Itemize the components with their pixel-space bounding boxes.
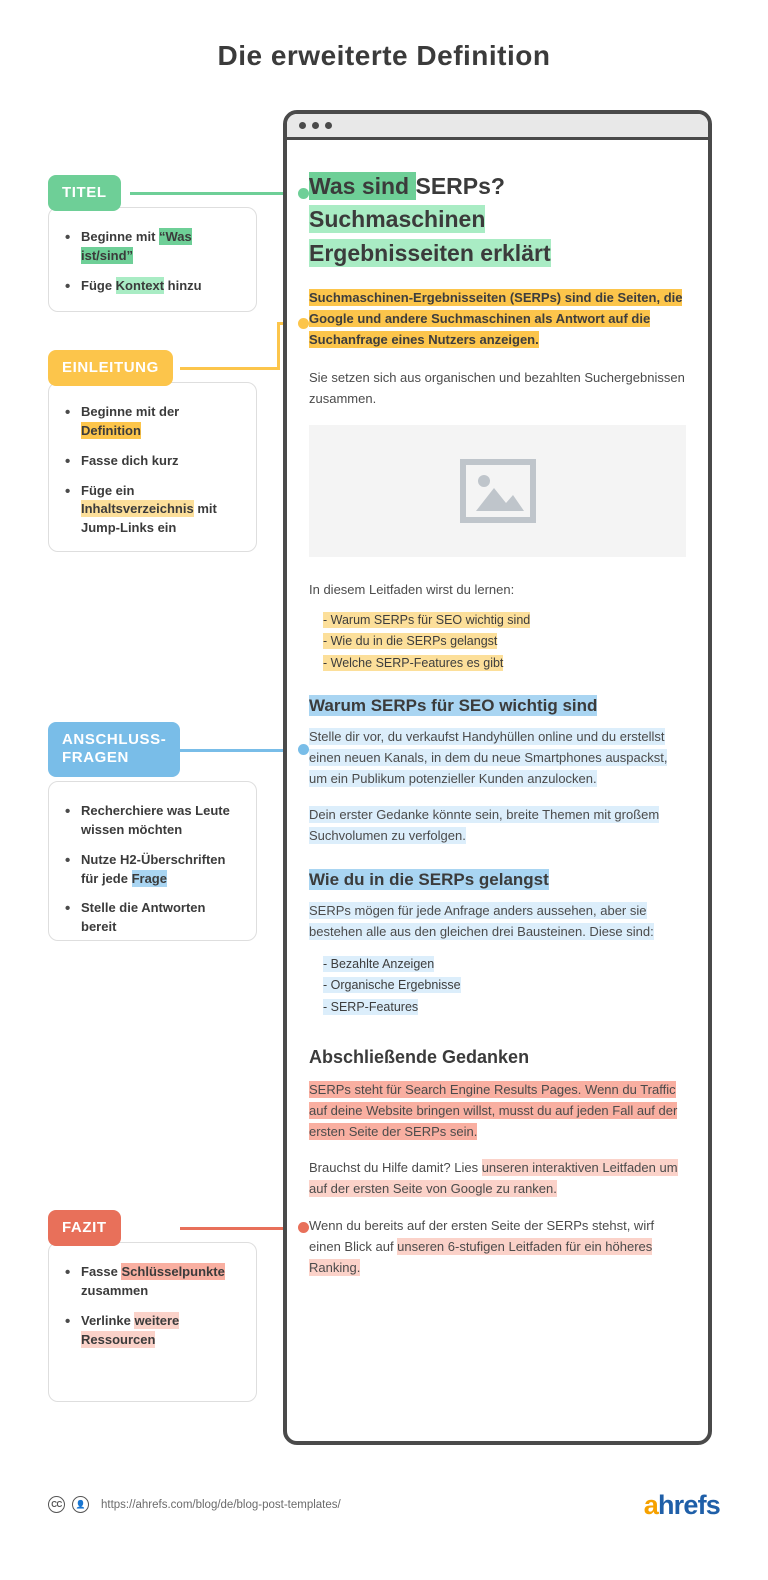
list-item xyxy=(65,452,240,471)
attribution-icon: 👤 xyxy=(72,1496,89,1513)
card-anschlussfragen xyxy=(48,781,257,941)
image-placeholder xyxy=(309,425,686,557)
tag-fazit[interactable] xyxy=(48,1210,121,1246)
learn-item-0: - Warum SERPs für SEO wichtig sind xyxy=(323,612,531,627)
doc-abschluss-p3-pre: Wenn du bereits auf der ersten Seite der SERPs stehst, wirf einen Blick auf xyxy=(309,1217,655,1254)
doc-h2-wie-text: Wie du in die SERPs gelangst xyxy=(309,869,549,889)
learn-item-1: - Wie du in die SERPs gelangst xyxy=(323,634,498,649)
bullet-text: Verlinke xyxy=(81,1312,135,1328)
doc-abschluss-p3-link[interactable]: unseren 6-stufigen Leitfaden für ein höheres Ranking. xyxy=(309,1238,653,1275)
bullet-text-post: hinzu xyxy=(164,277,202,293)
bullet-highlight: Definition xyxy=(81,422,141,438)
list-item xyxy=(65,851,240,889)
connector-dot-einleitung xyxy=(298,318,309,329)
doc-warum-p2-text: Dein erster Gedanke könnte sein, breite Themen mit großem Suchvolumen zu verfolgen. xyxy=(309,806,660,843)
bullet-text: Beginne mit xyxy=(81,229,160,244)
image-placeholder-icon xyxy=(460,459,536,523)
bullet-text: Nutze H2-Überschriften für jede xyxy=(81,851,226,886)
browser-window xyxy=(283,110,712,1445)
connector-dot-anschlussfragen xyxy=(298,744,309,755)
doc-abschluss-p1-text: SERPs steht für Search Engine Results Pages. Wenn du Traffic auf deine Website bringen willst, musst du auf jeden Fall auf der ersten Seite der SERPs sein. xyxy=(309,1082,678,1140)
wie-item-1: - Organische Ergebnisse xyxy=(323,978,461,993)
doc-learn-list xyxy=(323,610,686,675)
card-einleitung xyxy=(48,382,257,552)
connector-einleitung-v xyxy=(277,322,280,370)
bullet-highlight: “Was ist/sind” xyxy=(81,229,192,263)
tag-label: TITEL xyxy=(62,184,107,201)
connector-titel xyxy=(130,192,305,195)
bullet-text: Fasse xyxy=(81,1264,122,1279)
doc-lead-text: Suchmaschinen-Ergebnisseiten (SERPs) sind die Seiten, die Google und andere Suchmaschinen als Antwort auf die Suchanfrage eines Nutzers anzeigen. xyxy=(309,290,683,347)
browser-titlebar xyxy=(287,114,708,140)
doc-lead-paragraph xyxy=(309,288,686,350)
doc-title xyxy=(309,170,686,270)
doc-learn-intro: In diesem Leitfaden wirst du lernen: xyxy=(309,581,515,597)
doc-abschluss-p2-link[interactable]: unseren interaktiven Leitfaden um auf der ersten Seite von Google zu ranken. xyxy=(309,1160,678,1197)
window-dot-close-icon[interactable] xyxy=(299,122,306,129)
list-item xyxy=(65,802,240,840)
card-titel xyxy=(48,207,257,312)
doc-title-part1: Was sind xyxy=(309,173,416,199)
doc-paragraph-after-lead: Sie setzen sich aus organischen und bezahlten Suchergebnissen zusammen. xyxy=(309,370,685,407)
doc-title-part2: SERPs? xyxy=(415,173,505,199)
connector-dot-fazit xyxy=(298,1222,309,1233)
doc-abschluss-p3 xyxy=(309,1215,686,1278)
doc-h2-warum-text: Warum SERPs für SEO wichtig sind xyxy=(309,696,598,716)
list-item xyxy=(65,403,240,441)
connector-einleitung-h1 xyxy=(180,367,280,370)
tag-label: EINLEITUNG xyxy=(62,359,159,376)
bullet-text: Recherchiere was Leute wissen möchten xyxy=(81,803,230,837)
bullet-highlight: Inhaltsverzeichnis xyxy=(81,501,194,517)
doc-warum-p2 xyxy=(309,804,686,846)
tag-titel[interactable] xyxy=(48,175,121,211)
bullet-highlight: Kontext xyxy=(115,277,165,293)
learn-item-2: - Welche SERP-Features es gibt xyxy=(323,655,504,670)
bullet-text: Stelle die Antworten bereit xyxy=(81,900,206,935)
window-dot-maximize-icon[interactable] xyxy=(325,122,332,129)
bullet-text-post: zusammen xyxy=(81,1282,149,1298)
doc-title-line3: Ergebnisseiten erklärt xyxy=(309,239,551,266)
card-fazit xyxy=(48,1242,257,1402)
bullet-text: Füge xyxy=(81,277,116,293)
doc-title-line2: Suchmaschinen xyxy=(309,206,486,233)
tag-label: FAZIT xyxy=(62,1219,107,1236)
list-item xyxy=(65,482,240,539)
list-item xyxy=(65,1312,240,1350)
list-item xyxy=(65,228,240,266)
doc-wie-p1-text: SERPs mögen für jede Anfrage anders aussehen, aber sie bestehen alle aus den gleichen drei Bausteinen. Diese sind: xyxy=(309,902,654,939)
footer-url[interactable]: https://ahrefs.com/blog/de/blog-post-templates/ xyxy=(101,1498,341,1511)
doc-warum-p1-text: Stelle dir vor, du verkaufst Handyhüllen online und du erstellst einen neuen Kanals, in dem du neue Smartphones auspackst, um ein Publikum potenzieller Kunden anzulocken. xyxy=(309,728,668,786)
bullet-text-post: mit Jump-Links ein xyxy=(81,501,217,536)
page-title: Die erweiterte Definition xyxy=(217,40,551,71)
tag-anschlussfragen[interactable] xyxy=(48,722,180,777)
document-body xyxy=(287,140,708,1313)
doc-h2-abschluss: Abschließende Gedanken xyxy=(309,1047,530,1068)
wie-item-2: - SERP-Features xyxy=(323,999,419,1014)
footer xyxy=(48,1496,341,1513)
logo-a: a xyxy=(643,1490,658,1520)
tag-einleitung[interactable] xyxy=(48,350,173,386)
window-dot-minimize-icon[interactable] xyxy=(312,122,319,129)
connector-dot-titel xyxy=(298,188,309,199)
bullet-highlight: Frage xyxy=(131,870,167,886)
list-item xyxy=(65,277,240,296)
tag-label-line1: ANSCHLUSS- xyxy=(62,731,167,748)
doc-wie-list xyxy=(323,954,686,1019)
doc-wie-p1 xyxy=(309,900,686,942)
list-item xyxy=(65,1263,240,1301)
bullet-text: Fasse dich kurz xyxy=(81,452,179,468)
doc-abschluss-p2 xyxy=(309,1157,686,1199)
doc-warum-p1 xyxy=(309,726,686,789)
doc-h2-wie xyxy=(309,868,549,893)
doc-abschluss-p1 xyxy=(309,1079,686,1142)
tag-label-line2: FRAGEN xyxy=(62,749,129,767)
list-item xyxy=(65,899,240,937)
bullet-text: Beginne mit der xyxy=(81,404,180,419)
logo-rest: hrefs xyxy=(657,1490,720,1520)
wie-item-0: - Bezahlte Anzeigen xyxy=(323,956,435,971)
doc-abschluss-p2-pre: Brauchst du Hilfe damit? Lies xyxy=(309,1160,482,1176)
bullet-text: Füge ein xyxy=(81,482,135,498)
ahrefs-logo xyxy=(644,1490,720,1521)
doc-h2-warum xyxy=(309,694,597,719)
creative-commons-icon: CC xyxy=(48,1496,65,1513)
bullet-highlight: Schlüsselpunkte xyxy=(121,1264,225,1279)
bullet-highlight: weitere Ressourcen xyxy=(81,1312,180,1347)
